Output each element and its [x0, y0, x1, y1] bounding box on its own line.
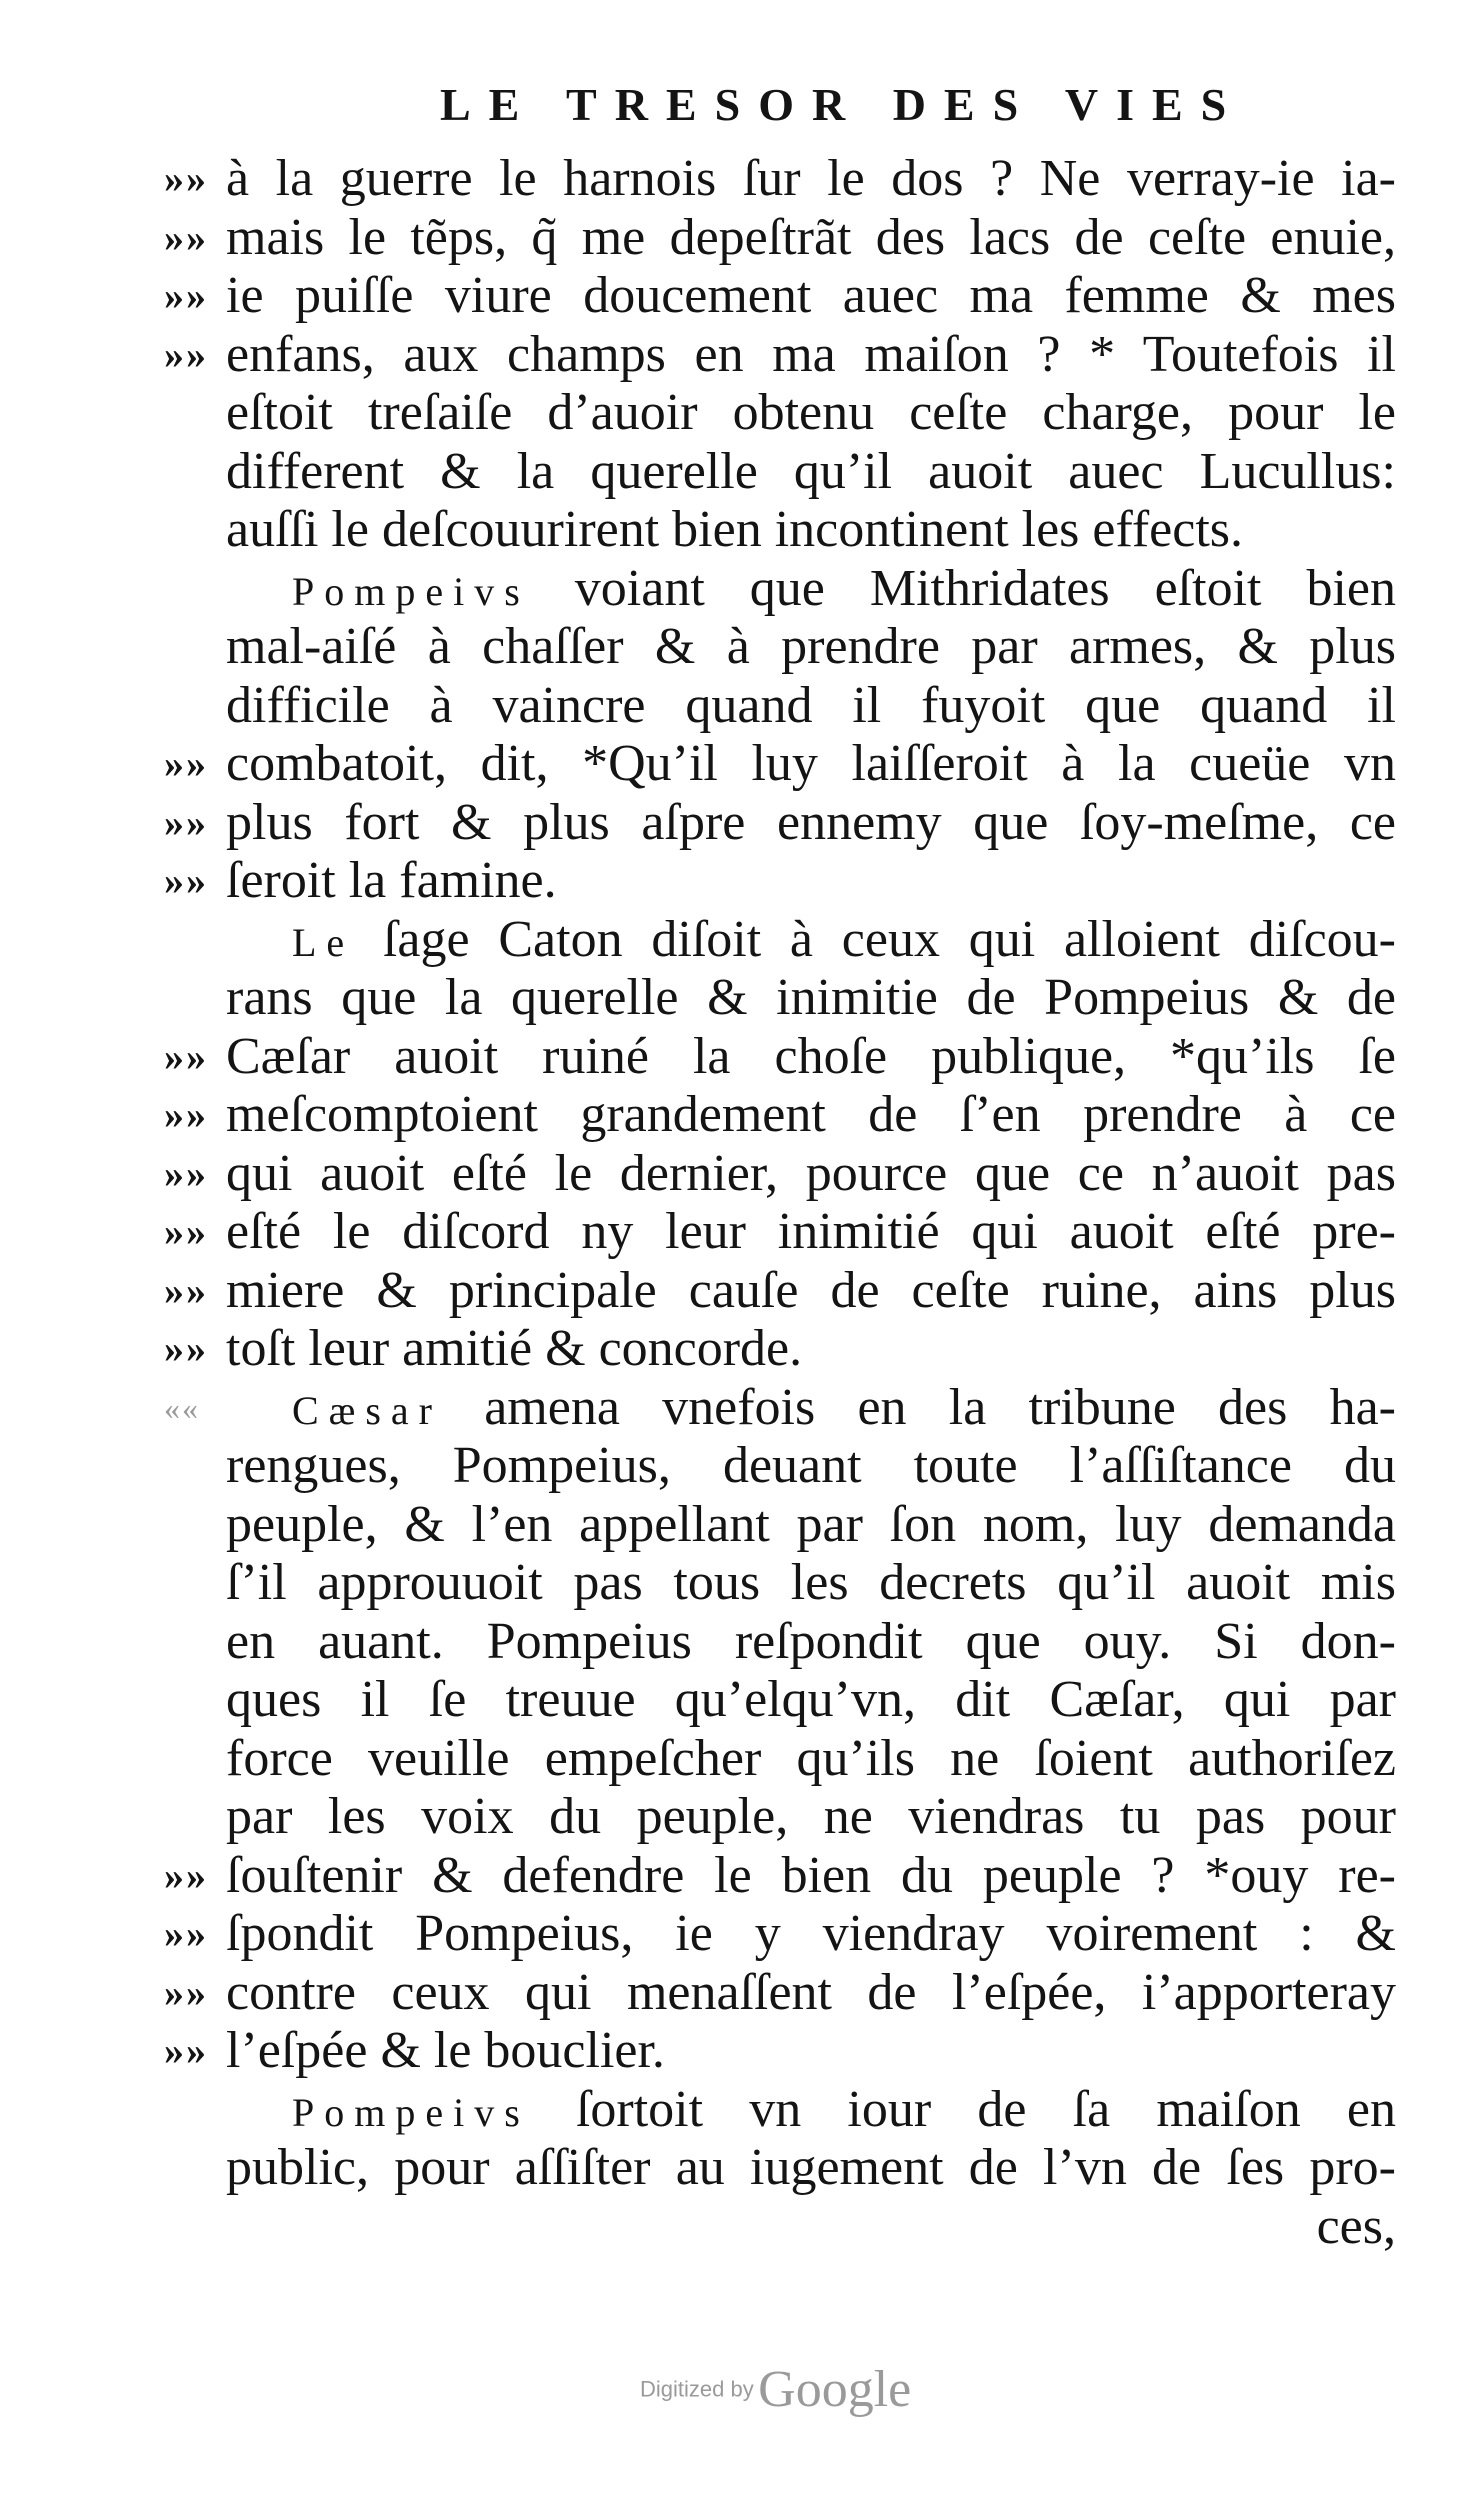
line-body: en auant. Pompeius reſpondit que ouy. Si don-: [226, 1612, 1396, 1670]
line-text: [226, 150, 1396, 209]
line-body: voiant que Mithridates eſtoit bien: [529, 559, 1396, 617]
line-text: [226, 1437, 1396, 1496]
line-text: [226, 1028, 1396, 1087]
text-line: [164, 852, 1396, 911]
text-line: [226, 443, 1396, 502]
line-body: ques il ſe treuue qu’elqu’vn, dit Cæſar, qui par: [226, 1671, 1396, 1728]
text-line: [226, 2081, 1396, 2140]
line-body: ſage Caton diſoit à ceux qui alloient diſcou-: [354, 910, 1396, 968]
line-body: meſcomptoient grandement de ſ’en prendre à ce: [226, 1086, 1396, 1143]
line-text: [226, 1905, 1396, 1964]
text-line: [164, 1846, 1396, 1906]
line-text: [226, 1554, 1396, 1613]
line-text: [226, 1788, 1396, 1847]
line-text: [226, 2139, 1396, 2198]
text-line: [164, 2022, 1396, 2081]
line-body: ſpondit Pompeius, ie y viendray voirement : &: [226, 1905, 1396, 1962]
line-text: [226, 1671, 1396, 1730]
quotation-marker: »»: [164, 331, 208, 377]
text-line: [164, 325, 1396, 385]
text-line: [164, 1261, 1396, 1321]
line-body: ſortoit vn iour de ſa maiſon en: [529, 2080, 1396, 2138]
line-body: enfans, aux champs en ma maiſon ? * Toutefois il: [226, 325, 1396, 383]
text-line: [226, 2139, 1396, 2198]
line-body: miere & principale cauſe de ceſte ruine, ains plus: [226, 1261, 1396, 1319]
quotation-marker: »»: [164, 2028, 208, 2073]
text-line: [226, 1788, 1396, 1847]
google-logo: Google: [758, 2361, 912, 2418]
line-body: mais le tẽps, q̃ me depeſtrãt des lacs de ceſte enuie,: [226, 208, 1396, 266]
line-text: [226, 209, 1396, 268]
quotation-marker: »»: [164, 1209, 208, 1254]
small-caps-lead: Pompeivs: [292, 568, 530, 614]
line-body: peuple, & l’en appellant par ſon nom, luy demanda: [226, 1495, 1396, 1553]
text-line: [164, 1144, 1396, 1204]
line-body: eſté le diſcord ny leur inimitié qui auoit eſté pre-: [226, 1203, 1396, 1260]
text-line: [164, 1963, 1396, 2023]
quotation-marker: »»: [164, 1150, 208, 1196]
quotation-marker: »»: [164, 741, 208, 786]
line-text: [226, 2022, 1396, 2081]
quotation-marker: »»: [164, 273, 208, 318]
line-text: [226, 443, 1396, 502]
line-body: contre ceux qui menaſſent de l’eſpée, i’apporteray: [226, 1963, 1396, 2021]
running-head: LE TRESOR DES VIES: [440, 79, 1245, 130]
quotation-marker: »»: [164, 156, 208, 201]
line-text: [226, 1086, 1396, 1145]
text-line: [164, 150, 1396, 209]
text-line: [164, 1086, 1396, 1145]
line-text: [226, 969, 1396, 1028]
text-line: [226, 677, 1396, 736]
text-line: [164, 1027, 1396, 1087]
text-line: [226, 384, 1396, 443]
quotation-marker: »»: [164, 1852, 208, 1898]
line-body: eſtoit treſaiſe d’auoir obtenu ceſte charge, pour le: [226, 384, 1396, 441]
text-line: [164, 735, 1396, 794]
line-text: [226, 677, 1396, 736]
line-body: rans que la querelle & inimitie de Pompeius & de: [226, 969, 1396, 1026]
line-body: ces,: [1316, 2197, 1396, 2255]
line-text: [226, 2198, 1396, 2257]
line-text: [226, 1613, 1396, 1672]
line-body: rengues, Pompeius, deuant toute l’aſſiſtance du: [226, 1437, 1396, 1494]
text-line: [226, 501, 1396, 560]
text-line: [226, 1496, 1396, 1555]
line-text: [226, 501, 1396, 560]
line-text: [226, 794, 1396, 853]
line-body: auſſi le deſcouurirent bien incontinent les effects.: [226, 501, 1244, 558]
quotation-marker: »»: [164, 1969, 208, 2015]
text-line: [226, 911, 1396, 970]
line-text: [226, 1496, 1396, 1555]
text-line: [164, 1378, 1396, 1438]
quotation-marker: »»: [164, 858, 208, 903]
line-body: combatoit, dit, *Qu’il luy laiſſeroit à la cueüe vn: [226, 735, 1396, 792]
line-text: [226, 1262, 1396, 1321]
quotation-marker: »»: [164, 214, 208, 260]
text-line: [226, 618, 1396, 677]
text-block: [164, 150, 1396, 2256]
line-text: [226, 1320, 1396, 1379]
quotation-marker: »»: [164, 799, 208, 845]
line-body: ſeroit la famine.: [226, 852, 557, 909]
line-text: [226, 2081, 1396, 2143]
line-body: toſt leur amitié & concorde.: [226, 1320, 803, 1377]
line-text: [226, 384, 1396, 443]
line-body: difficile à vaincre quand il fuyoit que quand il: [226, 676, 1396, 734]
line-text: [226, 326, 1396, 385]
line-text: [226, 267, 1396, 326]
line-text: [226, 1730, 1396, 1789]
watermark-prefix: Digitized by: [640, 2376, 754, 2402]
digitization-watermark: [640, 2360, 911, 2419]
quotation-marker: »»: [164, 1911, 208, 1956]
line-text: [226, 1203, 1396, 1262]
text-line: [226, 2198, 1396, 2257]
text-line: [226, 1730, 1396, 1789]
quotation-marker: »»: [164, 1326, 208, 1371]
text-line: [164, 1905, 1396, 1964]
text-line: [226, 1554, 1396, 1613]
line-body: different & la querelle qu’il auoit auec Lucullus:: [226, 442, 1396, 500]
text-line: [226, 1437, 1396, 1496]
line-text: [226, 1847, 1396, 1906]
line-body: à la guerre le harnois ſur le dos ? Ne verray-ie ia-: [226, 150, 1396, 207]
line-text: [226, 560, 1396, 622]
line-text: [226, 1145, 1396, 1204]
quotation-marker: »»: [164, 1092, 208, 1137]
text-line: [226, 1613, 1396, 1672]
text-line: [164, 793, 1396, 853]
line-body: mal-aiſé à chaſſer & à prendre par armes, & plus: [226, 618, 1396, 675]
line-body: ſouſtenir & defendre le bien du peuple ? *ouy re-: [226, 1846, 1396, 1904]
line-body: amena vnefois en la tribune des ha-: [442, 1378, 1396, 1436]
line-body: force veuille empeſcher qu’ils ne ſoient authoriſez: [226, 1729, 1396, 1787]
quotation-marker: »»: [164, 1267, 208, 1313]
text-line: [226, 560, 1396, 619]
quotation-marker: »»: [164, 1033, 208, 1079]
quotation-marker: ««: [164, 1389, 200, 1426]
line-body: ſ’il approuuoit pas tous les decrets qu’il auoit mis: [226, 1554, 1396, 1611]
line-text: [226, 911, 1396, 973]
text-line: [226, 969, 1396, 1028]
text-line: [226, 1671, 1396, 1730]
line-text: [226, 735, 1396, 794]
line-body: public, pour aſſiſter au iugement de l’vn de ſes pro-: [226, 2139, 1396, 2196]
line-body: plus fort & plus aſpre ennemy que ſoy-meſme, ce: [226, 793, 1396, 851]
text-line: [164, 1203, 1396, 1262]
line-body: qui auoit eſté le dernier, pource que ce n’auoit pas: [226, 1144, 1396, 1202]
line-text: [226, 1379, 1396, 1441]
small-caps-lead: Cæsar: [292, 1387, 442, 1433]
text-line: [164, 208, 1396, 268]
line-body: l’eſpée & le bouclier.: [226, 2022, 665, 2079]
line-body: Cæſar auoit ruiné la choſe publique, *qu’ils ſe: [226, 1027, 1396, 1085]
text-line: [164, 267, 1396, 326]
text-line: [164, 1320, 1396, 1379]
line-body: ie puiſſe viure doucement auec ma femme & mes: [226, 267, 1396, 324]
line-body: par les voix du peuple, ne viendras tu pas pour: [226, 1788, 1396, 1845]
line-text: [226, 618, 1396, 677]
line-text: [226, 1964, 1396, 2023]
small-caps-lead: Le: [292, 919, 355, 965]
line-text: [226, 852, 1396, 911]
small-caps-lead: Pompeivs: [292, 2089, 530, 2135]
